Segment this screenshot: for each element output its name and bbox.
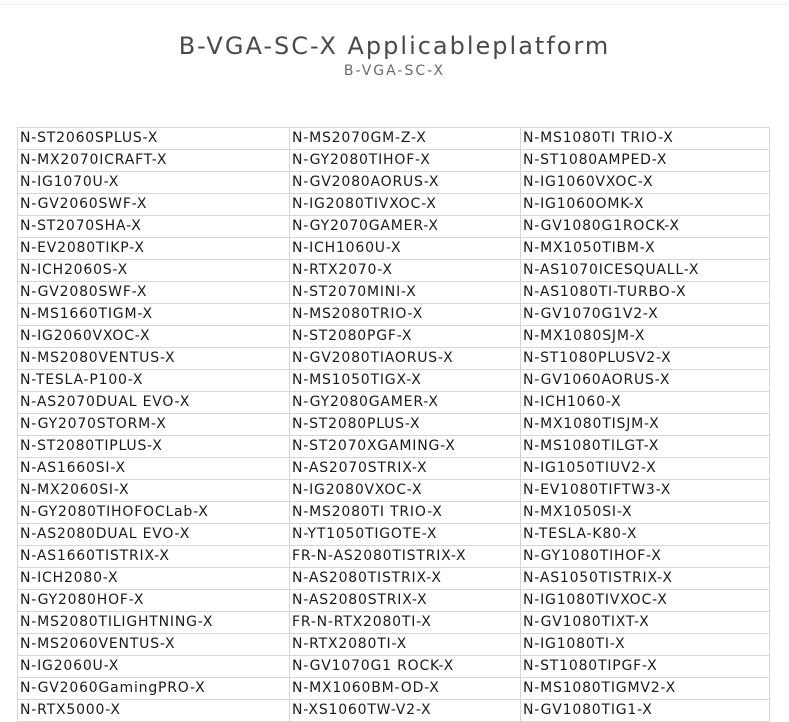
table-cell: N-AS2070STRIX-X [290, 458, 521, 480]
table-cell: N-RTX2070-X [290, 260, 521, 282]
table-row [18, 326, 770, 348]
table-cell: N-ICH2080-X [18, 568, 290, 590]
table-row [18, 524, 770, 546]
table-cell: FR-N-AS2080TISTRIX-X [290, 546, 521, 568]
table-row [18, 590, 770, 612]
table-cell: N-AS2070DUAL EVO-X [18, 392, 290, 414]
table-cell: N-IG2080TIVXOC-X [290, 194, 521, 216]
table-cell: N-ST1080TIPGF-X [521, 656, 770, 678]
table-cell: N-MS1660TIGM-X [18, 304, 290, 326]
table-cell: N-IG1050TIUV2-X [521, 458, 770, 480]
table-cell: N-MX2060SI-X [18, 480, 290, 502]
table-cell: N-MS1080TILGT-X [521, 436, 770, 458]
table-cell: N-AS1080TI-TURBO-X [521, 282, 770, 304]
table-cell: N-ST1080PLUSV2-X [521, 348, 770, 370]
table-cell: N-GV2080AORUS-X [290, 172, 521, 194]
table-cell: N-MX1050TIBM-X [521, 238, 770, 260]
platform-table [17, 127, 770, 722]
table-cell: N-ICH2060S-X [18, 260, 290, 282]
table-cell: N-ST1080AMPED-X [521, 150, 770, 172]
table-cell: N-GV1070G1 ROCK-X [290, 656, 521, 678]
table-row [18, 348, 770, 370]
table-cell: N-IG1080TIVXOC-X [521, 590, 770, 612]
table-cell: N-IG1070U-X [18, 172, 290, 194]
table-row [18, 546, 770, 568]
table-cell: N-AS1070ICESQUALL-X [521, 260, 770, 282]
table-row [18, 480, 770, 502]
table-cell: N-GV1080TIG1-X [521, 700, 770, 722]
table-cell: N-MX1050SI-X [521, 502, 770, 524]
table-cell: FR-N-RTX2080TI-X [290, 612, 521, 634]
table-cell: N-IG1060OMK-X [521, 194, 770, 216]
table-cell: N-GV2060SWF-X [18, 194, 290, 216]
table-row [18, 678, 770, 700]
table-cell: N-MS1080TIGMV2-X [521, 678, 770, 700]
table-cell: N-MX1080SJM-X [521, 326, 770, 348]
table-cell: N-MS2080TI TRIO-X [290, 502, 521, 524]
table-cell: N-MS2080TILIGHTNING-X [18, 612, 290, 634]
table-cell: N-GV1070G1V2-X [521, 304, 770, 326]
table-row [18, 194, 770, 216]
page-title: B-VGA-SC-X Applicableplatform [178, 32, 611, 60]
table-cell: N-RTX5000-X [18, 700, 290, 722]
table-cell: N-AS1660TISTRIX-X [18, 546, 290, 568]
table-cell: N-MX2070ICRAFT-X [18, 150, 290, 172]
table-cell: N-AS1050TISTRIX-X [521, 568, 770, 590]
table-row [18, 216, 770, 238]
table-cell: N-MS1050TIGX-X [290, 370, 521, 392]
table-cell: N-GV2080SWF-X [18, 282, 290, 304]
table-cell: N-IG1080TI-X [521, 634, 770, 656]
table-cell: N-ST2080TIPLUS-X [18, 436, 290, 458]
table-cell: N-ST2070MINI-X [290, 282, 521, 304]
table-cell: N-GY2070STORM-X [18, 414, 290, 436]
table-cell: N-MS2070GM-Z-X [290, 128, 521, 150]
table-cell: N-MX1080TISJM-X [521, 414, 770, 436]
table-row [18, 700, 770, 722]
table-cell: N-IG2060U-X [18, 656, 290, 678]
table-cell: N-IG1060VXOC-X [521, 172, 770, 194]
table-cell: N-EV2080TIKP-X [18, 238, 290, 260]
table-cell: N-GY2080TIHOFOCLab-X [18, 502, 290, 524]
page-subtitle: B-VGA-SC-X [343, 63, 446, 79]
table-row [18, 260, 770, 282]
table-cell: N-AS2080DUAL EVO-X [18, 524, 290, 546]
table-cell: N-ST2070SHA-X [18, 216, 290, 238]
table-row [18, 502, 770, 524]
table-row [18, 568, 770, 590]
table-cell: N-EV1080TIFTW3-X [521, 480, 770, 502]
table-cell: N-ST2080PGF-X [290, 326, 521, 348]
table-row [18, 634, 770, 656]
table-cell: N-IG2060VXOC-X [18, 326, 290, 348]
table-row [18, 458, 770, 480]
table-cell: N-AS2080TISTRIX-X [290, 568, 521, 590]
table-cell: N-MS2080TRIO-X [290, 304, 521, 326]
table-cell: N-ST2060SPLUS-X [18, 128, 290, 150]
table-row [18, 172, 770, 194]
table-cell: N-GY2070GAMER-X [290, 216, 521, 238]
table-cell: N-MS2060VENTUS-X [18, 634, 290, 656]
table-row [18, 128, 770, 150]
table-cell: N-RTX2080TI-X [290, 634, 521, 656]
table-cell: N-ICH1060-X [521, 392, 770, 414]
table-row [18, 414, 770, 436]
top-divider [0, 4, 789, 5]
table-cell: N-MS1080TI TRIO-X [521, 128, 770, 150]
table-row [18, 304, 770, 326]
table-cell: N-GV2060GamingPRO-X [18, 678, 290, 700]
table-cell: N-AS1660SI-X [18, 458, 290, 480]
table-cell: N-TESLA-K80-X [521, 524, 770, 546]
table-cell: N-GY1080TIHOF-X [521, 546, 770, 568]
table-row [18, 656, 770, 678]
table-cell: N-TESLA-P100-X [18, 370, 290, 392]
table-cell: N-AS2080STRIX-X [290, 590, 521, 612]
table-cell: N-IG2080VXOC-X [290, 480, 521, 502]
table-cell: N-ST2080PLUS-X [290, 414, 521, 436]
table-cell: N-MS2080VENTUS-X [18, 348, 290, 370]
table-cell: N-YT1050TIGOTE-X [290, 524, 521, 546]
table-cell: N-GV1080G1ROCK-X [521, 216, 770, 238]
table-cell: N-XS1060TW-V2-X [290, 700, 521, 722]
platform-table-body [18, 128, 770, 722]
table-cell: N-GY2080TIHOF-X [290, 150, 521, 172]
table-row [18, 392, 770, 414]
table-row [18, 150, 770, 172]
table-row [18, 436, 770, 458]
table-cell: N-GY2080HOF-X [18, 590, 290, 612]
table-cell: N-GY2080GAMER-X [290, 392, 521, 414]
table-cell: N-GV1060AORUS-X [521, 370, 770, 392]
table-cell: N-GV2080TIAORUS-X [290, 348, 521, 370]
table-cell: N-ICH1060U-X [290, 238, 521, 260]
table-row [18, 612, 770, 634]
table-row [18, 238, 770, 260]
table-cell: N-MX1060BM-OD-X [290, 678, 521, 700]
table-cell: N-ST2070XGAMING-X [290, 436, 521, 458]
table-row [18, 282, 770, 304]
table-row [18, 370, 770, 392]
table-cell: N-GV1080TIXT-X [521, 612, 770, 634]
